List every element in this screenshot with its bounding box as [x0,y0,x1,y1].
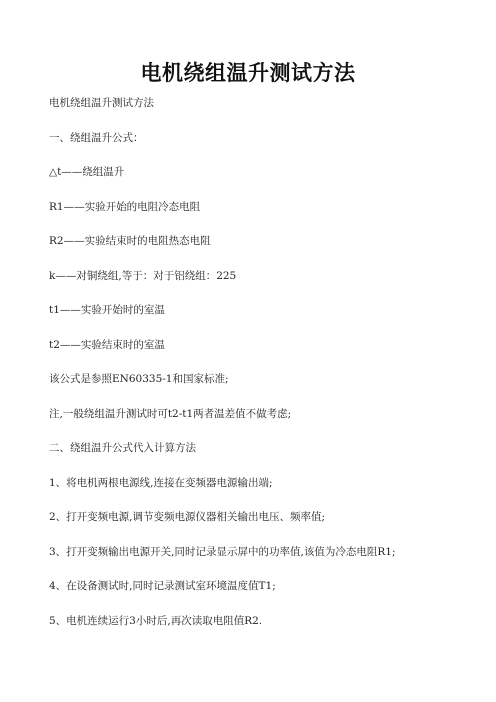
paragraph-standard-reference: 该公式是参照EN60335-1和国家标准; [49,373,229,385]
document-title: 电机绕组温升测试方法 [140,61,356,85]
paragraph-section-1-heading: 一、绕组温升公式： [49,131,144,144]
paragraph-step-2: 2、打开变频电源,调节变频电源仪器相关输出电压、频率值; [49,511,326,523]
paragraph-r1: R1——实验开始的电阻冷态电阻 [49,200,201,213]
paragraph-step-3: 3、打开变频输出电源开关,同时记录显示屏中的功率值,该值为冷态电阻R1; [49,545,396,558]
paragraph-k: k——对铜绕组,等于：对于铝绕组：225 [49,269,237,282]
paragraph-subtitle: 电机绕组温升测试方法 [49,97,154,109]
paragraph-r2: R2——实验结束时的电阻热态电阻 [49,235,211,247]
paragraph-t1: t1——实验开始时的室温 [49,304,165,316]
paragraph-note: 注,一般绕组温升测试时可t2-t1两者温差值不做考虑; [49,407,292,420]
paragraph-step-4: 4、在设备测试时,同时记录测试室环境温度值T1; [49,580,276,592]
paragraph-step-1: 1、将电机两根电源线,连接在变频器电源输出端; [49,476,273,489]
paragraph-t2: t2——实验结束时的室温 [49,338,165,351]
document-body [49,96,469,648]
paragraph-delta-t: △t——绕组温升 [49,166,125,178]
paragraph-section-2-heading: 二、绕组温升公式代入计算方法 [49,442,196,454]
paragraph-step-5: 5、电机连续运行3小时后,再次读取电阻值R2. [49,614,263,627]
